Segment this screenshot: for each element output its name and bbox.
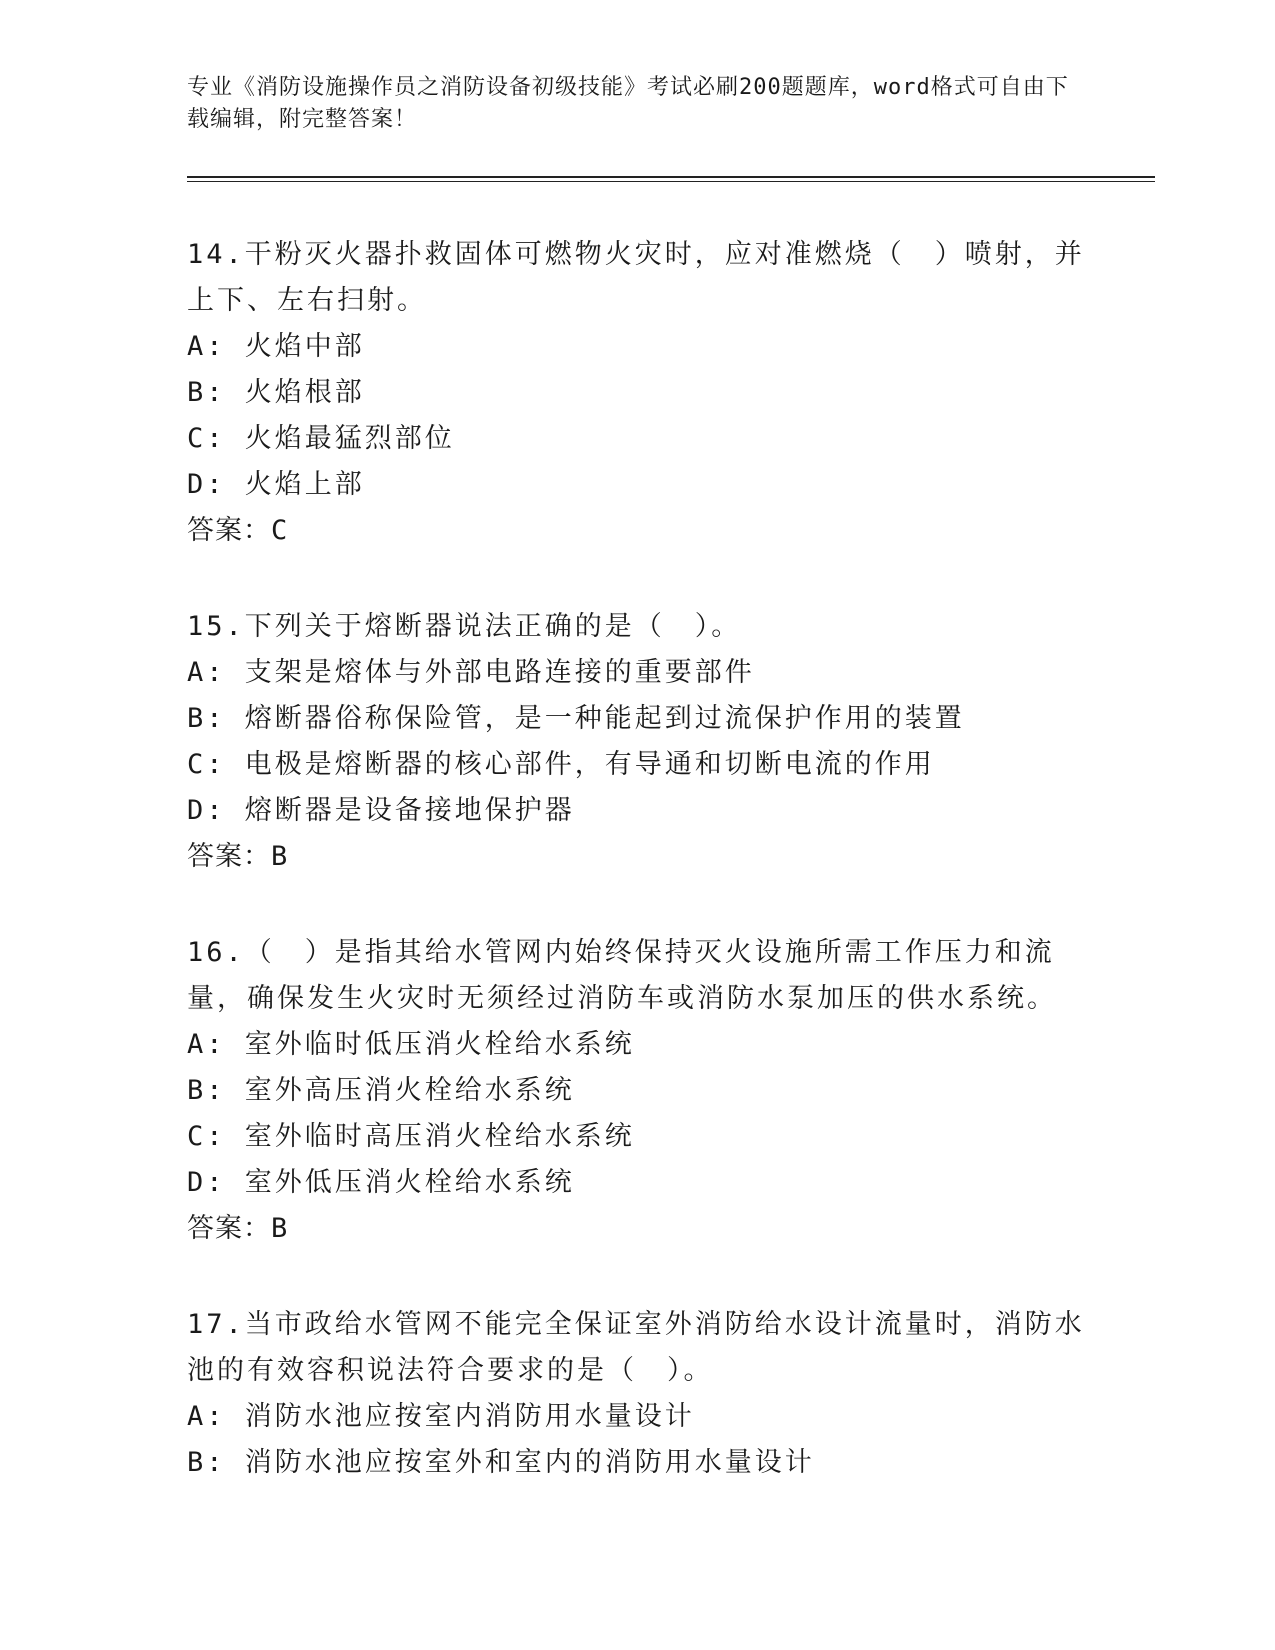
question-stem: 17.当市政给水管网不能完全保证室外消防给水设计流量时，消防水池的有效容积说法符合要求的是（ ）。 (187, 1309, 1085, 1386)
option-b: B: 火焰根部 (187, 377, 365, 408)
question-17 (187, 1302, 1155, 1486)
answer-line (187, 508, 1155, 554)
option-a: A: 支架是熔体与外部电路连接的重要部件 (187, 657, 755, 688)
option-a: A: 消防水池应按室内消防用水量设计 (187, 1401, 695, 1432)
option-b: B: 熔断器俗称保险管，是一种能起到过流保护作用的装置 (187, 703, 965, 734)
question-16 (187, 930, 1155, 1252)
question-stem: 15.下列关于熔断器说法正确的是（ ）。 (187, 611, 742, 642)
answer-line (187, 1206, 1155, 1252)
answer-value: B (271, 1213, 289, 1244)
header-divider (187, 176, 1155, 182)
question-stem: 16.（ ）是指其给水管网内始终保持灭火设施所需工作压力和流量，确保发生火灾时无须经过消防车或消防水泵加压的供水系统。 (187, 937, 1057, 1014)
option-d: D: 熔断器是设备接地保护器 (187, 795, 575, 826)
option-d: D: 火焰上部 (187, 469, 365, 500)
answer-value: C (271, 515, 289, 546)
answer-label: 答案： (187, 841, 271, 872)
option-c: C: 电极是熔断器的核心部件，有导通和切断电流的作用 (187, 749, 935, 780)
option-c: C: 火焰最猛烈部位 (187, 423, 455, 454)
option-b: B: 消防水池应按室外和室内的消防用水量设计 (187, 1447, 815, 1478)
document-page (187, 72, 1155, 1486)
answer-line (187, 834, 1155, 880)
question-14 (187, 232, 1155, 554)
option-d: D: 室外低压消火栓给水系统 (187, 1167, 575, 1198)
answer-label: 答案： (187, 1213, 271, 1244)
question-15 (187, 604, 1155, 880)
option-a: A: 火焰中部 (187, 331, 365, 362)
answer-value: B (271, 841, 289, 872)
question-stem: 14.干粉灭火器扑救固体可燃物火灾时，应对准燃烧（ ）喷射，并上下、左右扫射。 (187, 239, 1085, 316)
option-a: A: 室外临时低压消火栓给水系统 (187, 1029, 635, 1060)
answer-label: 答案： (187, 515, 271, 546)
option-c: C: 室外临时高压消火栓给水系统 (187, 1121, 635, 1152)
document-header: 专业《消防设施操作员之消防设备初级技能》考试必刷200题题库，word格式可自由下载编辑，附完整答案！ (187, 75, 1069, 132)
option-b: B: 室外高压消火栓给水系统 (187, 1075, 575, 1106)
